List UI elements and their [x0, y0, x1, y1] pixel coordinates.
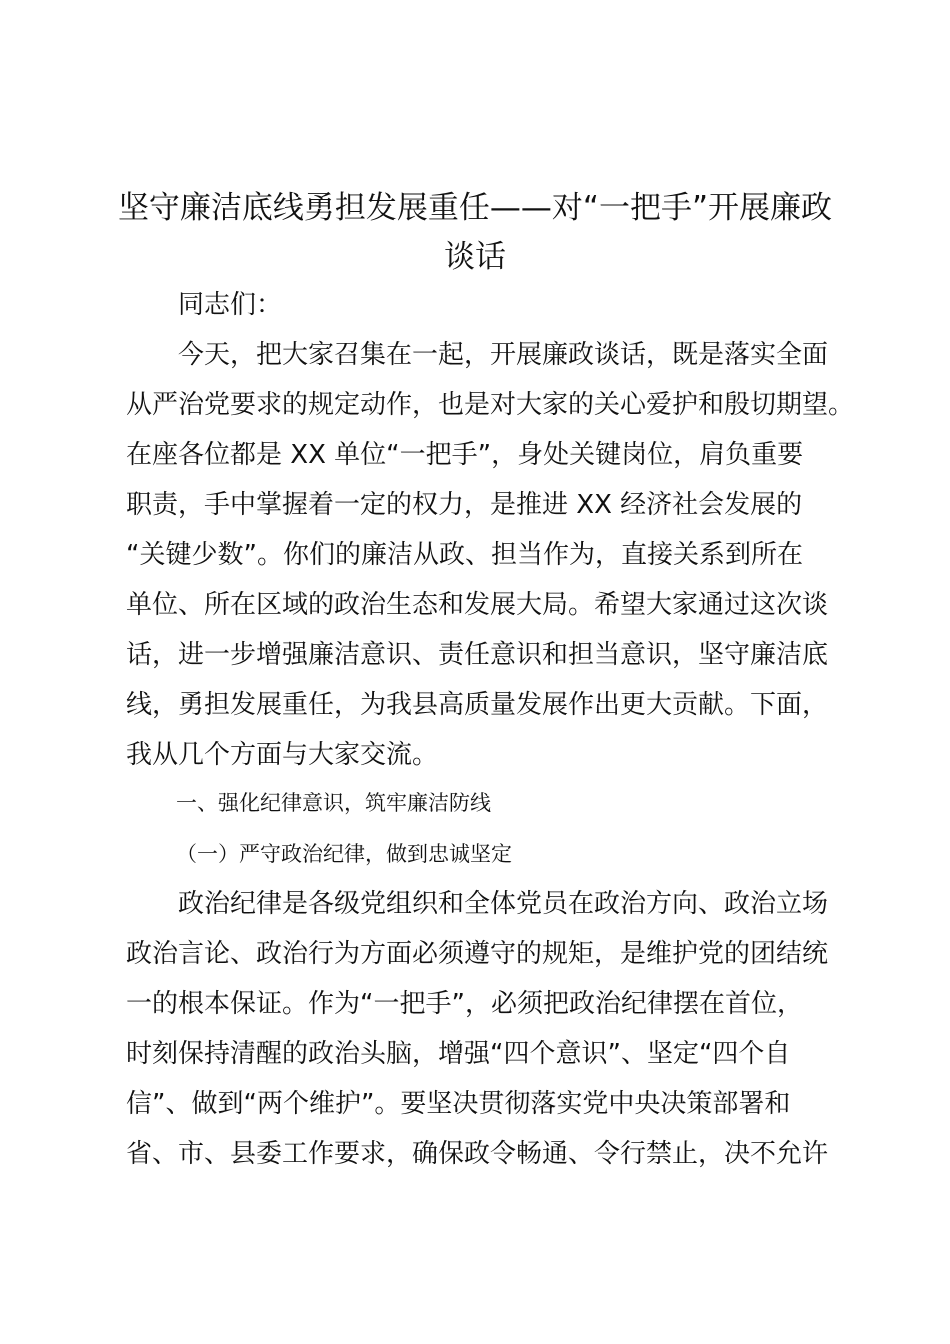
paragraph-1-line: 单位、所在区域的政治生态和发展大局。希望大家通过这次谈	[126, 590, 829, 620]
document-title-line-1: 坚守廉洁底线勇担发展重任——对“一把手”开展廉政	[117, 190, 833, 226]
paragraph-1-line: 话，进一步增强廉洁意识、责任意识和担当意识，坚守廉洁底	[126, 640, 829, 670]
paragraph-1-line: 从严治党要求的规定动作，也是对大家的关心爱护和殷切期望。	[126, 390, 855, 420]
paragraph-2-line: 省、市、县委工作要求，确保政令畅通、令行禁止，决不允许	[126, 1139, 829, 1169]
paragraph-2-line: 政治言论、政治行为方面必须遵守的规矩，是维护党的团结统	[126, 939, 829, 969]
section-1-heading: 一、强化纪律意识，筑牢廉洁防线	[176, 791, 491, 815]
document-title-line-2: 谈话	[444, 239, 506, 275]
paragraph-1-line: 今天，把大家召集在一起，开展廉政谈话，既是落实全面	[178, 340, 829, 370]
paragraph-1-line: 在座各位都是 XX 单位“一把手”，身处关键岗位，肩负重要	[126, 440, 804, 470]
paragraph-2-line: 时刻保持清醒的政治头脑，增强“四个意识”、坚定“四个自	[126, 1039, 791, 1069]
paragraph-1-line: 线，勇担发展重任，为我县高质量发展作出更大贡献。下面，	[126, 690, 829, 720]
paragraph-1-line: 职责，手中掌握着一定的权力，是推进 XX 经济社会发展的	[126, 490, 803, 520]
subsection-1-heading: （一）严守政治纪律，做到忠诚坚定	[176, 842, 512, 866]
paragraph-2-line: 一的根本保证。作为“一把手”，必须把政治纪律摆在首位，	[126, 989, 803, 1019]
paragraph-1-line: “关键少数”。你们的廉洁从政、担当作为，直接关系到所在	[126, 540, 803, 570]
paragraph-2-line: 政治纪律是各级党组织和全体党员在政治方向、政治立场	[178, 889, 829, 919]
greeting: 同志们：	[178, 290, 283, 320]
paragraph-1-line: 我从几个方面与大家交流。	[126, 740, 439, 770]
paragraph-2-line: 信”、做到“两个维护”。要坚决贯彻落实党中央决策部署和	[126, 1089, 791, 1119]
